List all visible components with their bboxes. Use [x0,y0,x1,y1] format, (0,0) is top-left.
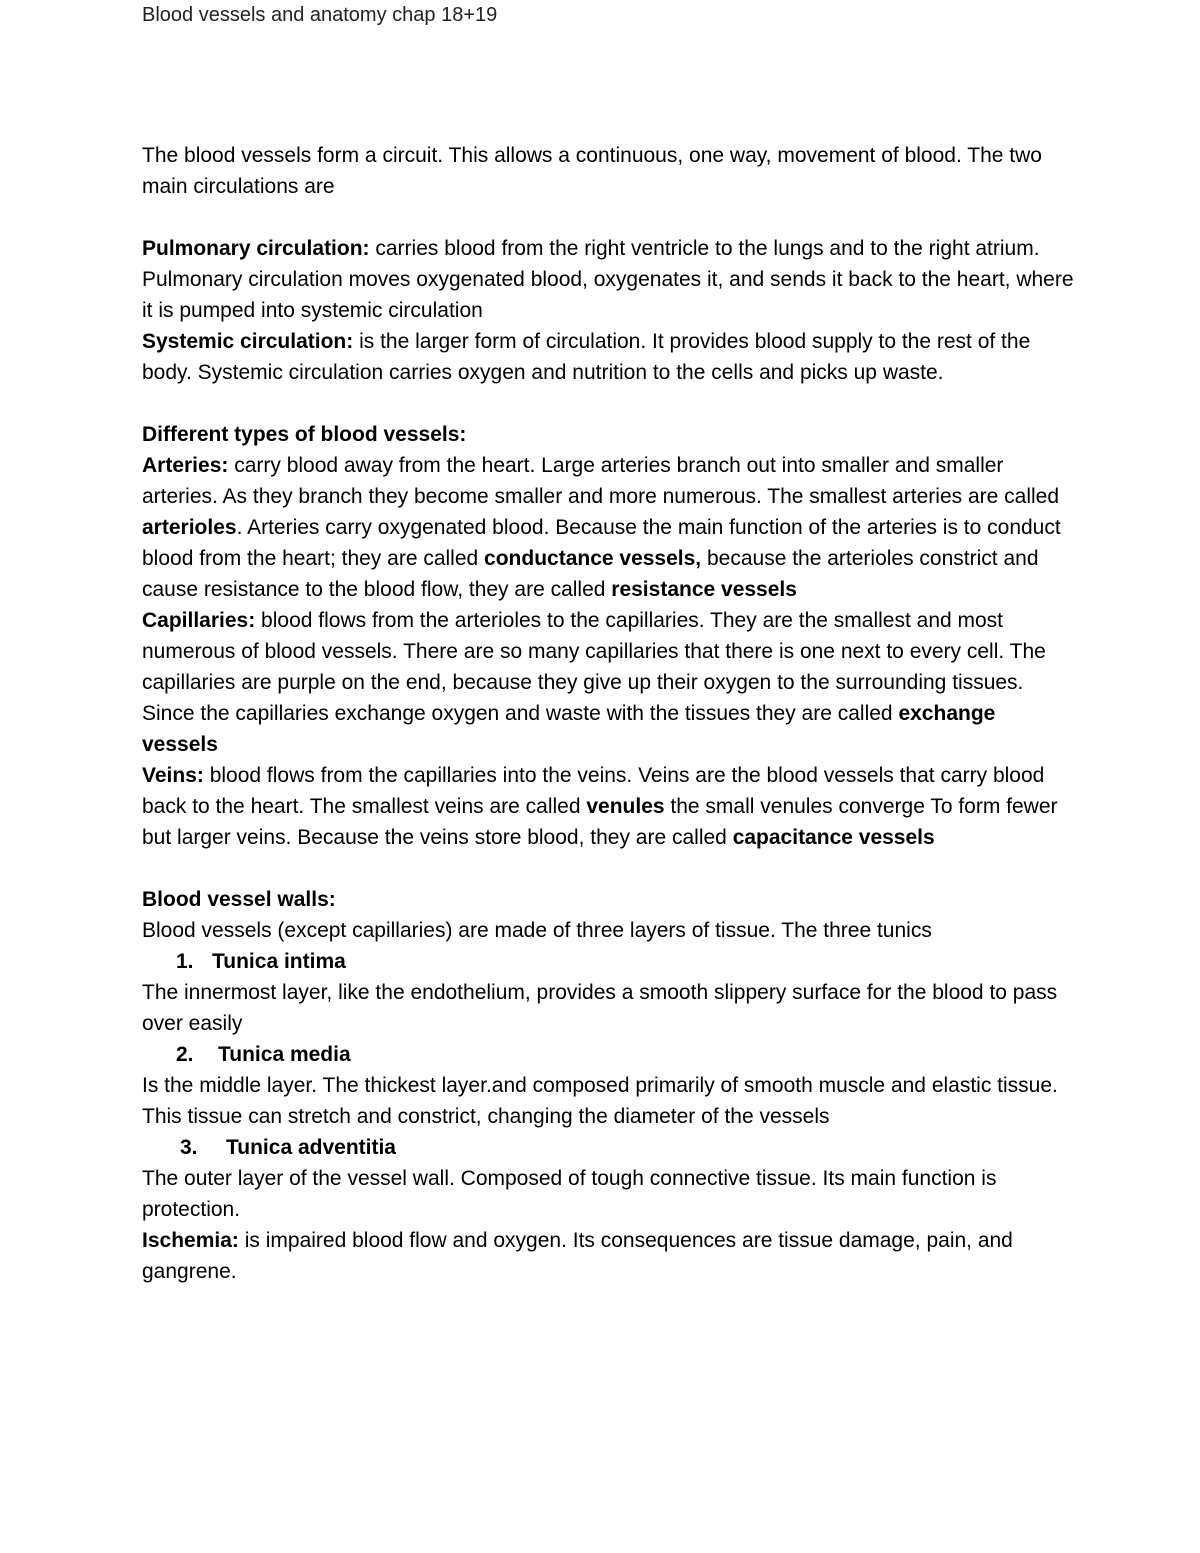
tunic-list-item [142,1039,1077,1070]
veins-text-1: blood flows from the capillaries into the veins. Veins are the blood vessels that carry blood back to the heart. The smallest veins are called [142,764,1045,818]
intro-paragraph: The blood vessels form a circuit. This allows a continuous, one way, movement of blood. The two main circulations are [142,144,1042,198]
ischemia-term: Ischemia: [142,1229,239,1252]
ischemia-paragraph [142,1225,1077,1287]
ischemia-text: is impaired blood flow and oxygen. Its consequences are tissue damage, pain, and gangrene. [142,1229,1013,1283]
tunic-name: Tunica adventitia [226,1136,396,1159]
walls-intro: Blood vessels (except capillaries) are made of three layers of tissue. The three tunics [142,919,932,942]
tunic-description: Is the middle layer. The thickest layer.and composed primarily of smooth muscle and elastic tissue. This tissue can stretch and constrict, changing the diameter of the vessels [142,1074,1058,1128]
types-heading [142,419,1077,450]
blank-line [142,388,1077,419]
tunic-name: Tunica intima [212,950,346,973]
capillaries-term: Capillaries: [142,609,256,632]
veins-text-2: the small venules converge To form fewer but larger veins. Because the veins store blood, they are called [142,795,1058,849]
arteries-paragraph [142,450,1077,605]
pulmonary-paragraph [142,233,1077,326]
exchange-term: exchange vessels [142,702,996,756]
veins-paragraph [142,760,1077,853]
types-heading-text: Different types of blood vessels: [142,423,467,446]
capillaries-text: blood flows from the arterioles to the capillaries. They are the smallest and most numerous of blood vessels. There are so many capillaries that there is one next to every cell. The capillaries are purple on the end, because they give up their oxygen to the surrounding tissues. Since the capillaries exchange oxygen and waste with the tissues they are called [142,609,1046,725]
venules-term: venules [586,795,665,818]
capacitance-term: capacitance vessels [732,826,935,849]
walls-heading [142,884,1077,915]
list-number: 3. [180,1136,198,1159]
pulmonary-text: carries blood from the right ventricle to the lungs and to the right atrium. Pulmonary circulation moves oxygenated blood, oxygenates it, and sends it back to the heart, where it is pumped into systemic circulation [142,237,1074,322]
document-body [142,140,1077,1287]
arteries-term: Arteries: [142,454,229,477]
walls-heading-text: Blood vessel walls: [142,888,336,911]
arteries-text-2: . Arteries carry oxygenated blood. Because the main function of the arteries is to conduct blood from the heart; they are called [142,516,1061,570]
conductance-term: conductance vessels, [484,547,702,570]
tunic-list-item [142,946,1077,977]
systemic-term: Systemic circulation: [142,330,354,353]
blank-line [142,853,1077,884]
arteries-text-3: because the arterioles constrict and cause resistance to the blood flow, they are called [142,547,1039,601]
resistance-term: resistance vessels [611,578,797,601]
tunic-description: The outer layer of the vessel wall. Composed of tough connective tissue. Its main function is protection. [142,1167,997,1221]
veins-term: Veins: [142,764,204,787]
tunic-list-item [142,1132,1077,1163]
capillaries-paragraph [142,605,1077,760]
systemic-text: is the larger form of circulation. It provides blood supply to the rest of the body. Systemic circulation carries oxygen and nutrition to the cells and picks up waste. [142,330,1031,384]
blank-line [142,202,1077,233]
pulmonary-term: Pulmonary circulation: [142,237,370,260]
list-number: 2. [176,1043,194,1066]
tunic-name: Tunica media [218,1043,351,1066]
arterioles-term: arterioles [142,516,237,539]
tunic-description: The innermost layer, like the endothelium, provides a smooth slippery surface for the blood to pass over easily [142,981,1058,1035]
arteries-text-1: carry blood away from the heart. Large arteries branch out into smaller and smaller arteries. As they branch they become smaller and more numerous. The smallest arteries are called [142,454,1060,508]
list-number: 1. [176,950,194,973]
systemic-paragraph [142,326,1077,388]
page-header: Blood vessels and anatomy chap 18+19 [142,4,498,26]
